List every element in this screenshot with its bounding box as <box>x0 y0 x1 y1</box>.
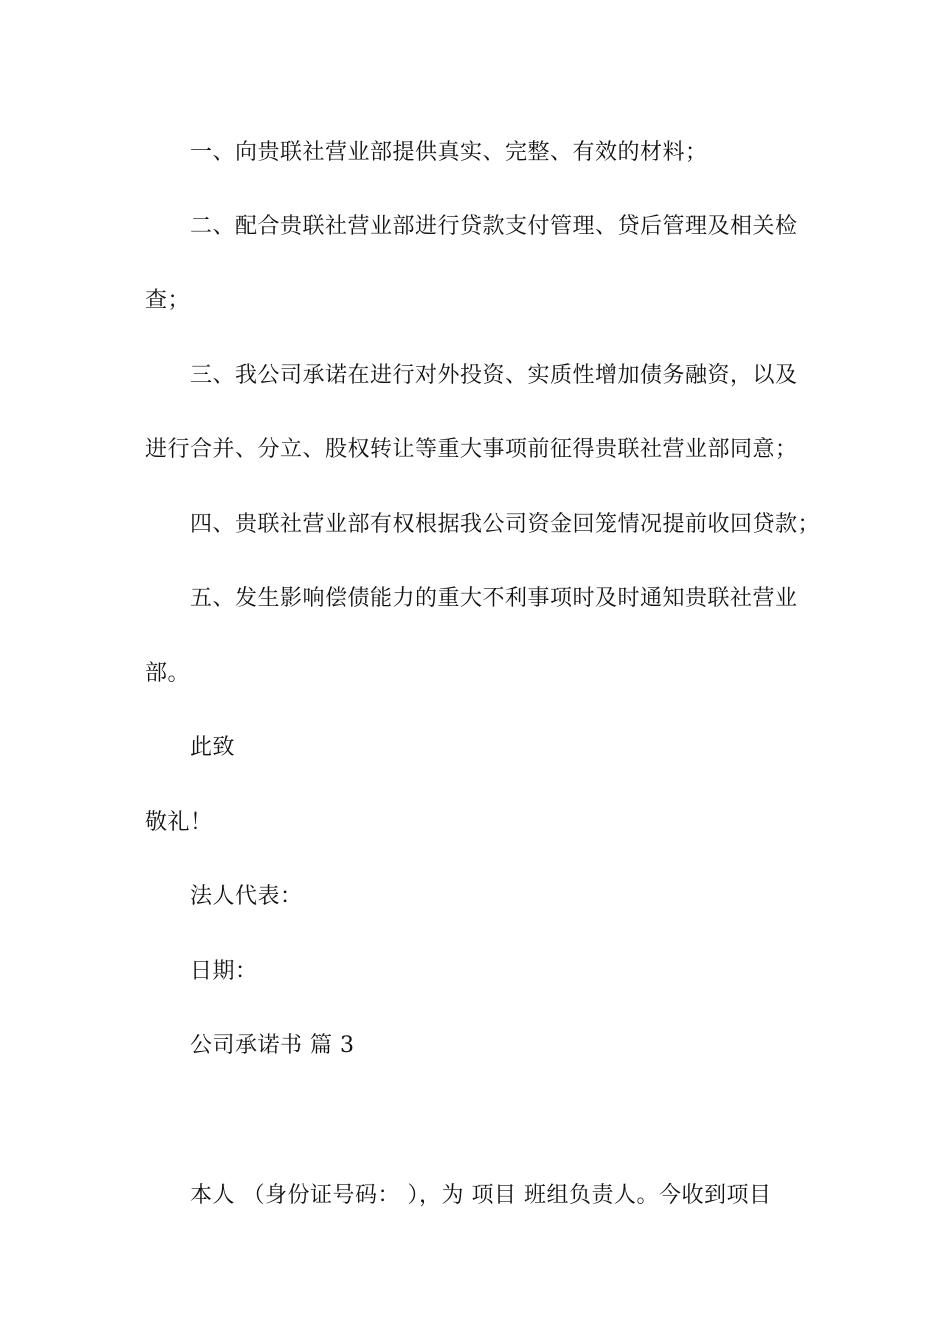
paragraph-start: 本人 （身份证号码： ），为 项目 班组负责人。今收到项目 <box>190 1183 772 1208</box>
section-heading: 公司承诺书 篇 3 <box>190 1033 355 1058</box>
clause-3: 三、我公司承诺在进行对外投资、实质性增加债务融资，以及 <box>190 363 798 388</box>
clause-4: 四、贵联社营业部有权根据我公司资金回笼情况提前收回贷款； <box>190 512 821 537</box>
clause-3-continued: 进行合并、分立、股权转让等重大事项前征得贵联社营业部同意； <box>145 437 798 462</box>
date-label: 日期： <box>190 959 258 984</box>
legal-representative-label: 法人代表： <box>190 884 303 909</box>
clause-1: 一、向贵联社营业部提供真实、完整、有效的材料； <box>190 140 708 165</box>
closing-regards: 敬礼！ <box>145 810 213 835</box>
clause-2: 二、配合贵联社营业部进行贷款支付管理、贷后管理及相关检 <box>190 214 798 239</box>
clause-2-continued: 查； <box>145 288 191 313</box>
clause-5-continued: 部。 <box>145 661 191 686</box>
closing-salutation: 此致 <box>190 735 236 760</box>
clause-5: 五、发生影响偿债能力的重大不利事项时及时通知贵联社营业 <box>190 586 798 611</box>
